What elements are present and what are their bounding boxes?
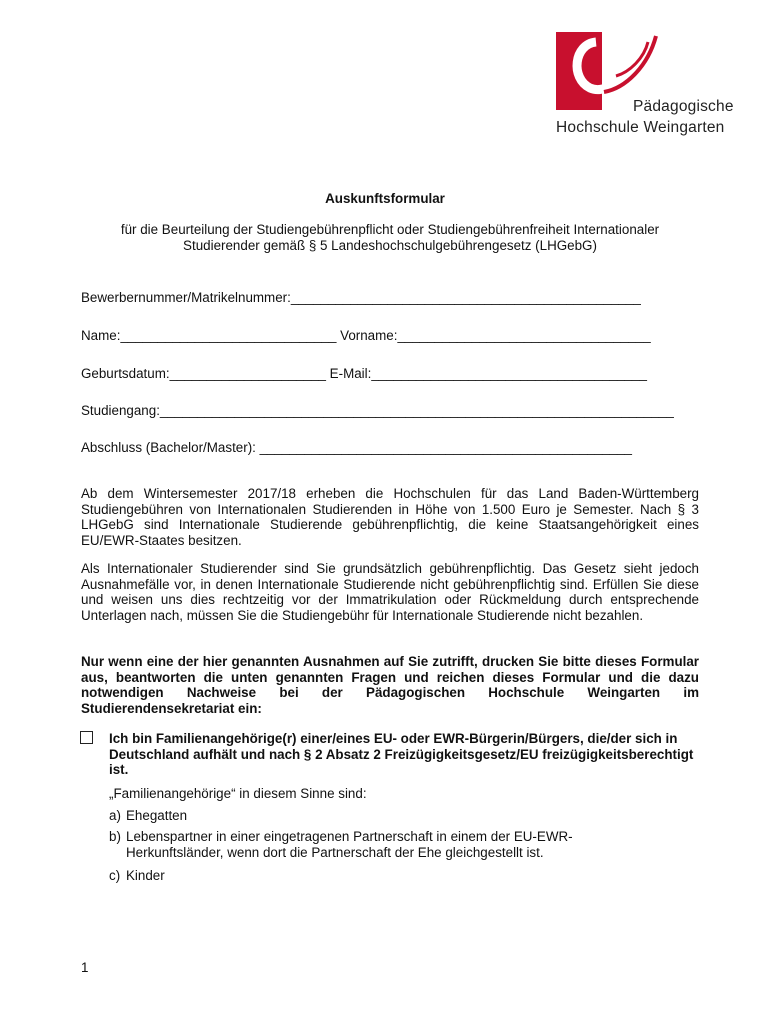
field-bewerbernummer[interactable]: Bewerbernummer/Matrikelnummer:_______________________________________________: [81, 290, 641, 305]
field-abschluss[interactable]: Abschluss (Bachelor/Master): __________________________________________________: [81, 440, 632, 455]
list-item-letter: c): [109, 868, 121, 883]
university-logo: [556, 32, 736, 140]
field-studiengang[interactable]: Studiengang:_____________________________________________________________________: [81, 403, 674, 418]
page-number: 1: [81, 960, 89, 975]
paragraph-instructions: Nur wenn eine der hier genannten Ausnahmen auf Sie zutrifft, drucken Sie bitte dieses Formular aus, beantworten die unten genannten Fragen und reichen dieses Formular und die dazu notwendigen Nachweise bei der Pädagogischen Hochschule Weingarten im Studierendensekretariat ein:: [81, 654, 699, 716]
list-item-letter: b): [109, 829, 121, 844]
logo-text-line2: Hochschule Weingarten: [556, 119, 725, 136]
paragraph-exceptions: Als Internationaler Studierender sind Sie grundsätzlich gebührenpflichtig. Das Gesetz sieht jedoch Ausnahmefälle vor, in denen Internationale Studierende nicht gebührenpflichtig sind. Erfüllen Sie diese und weisen uns dies rechtzeitig vor der Immatrikulation oder Rückmeldung durch entsprechende Unterlagen nach, müssen Sie die Studiengebühr für Internationale Studierende nicht bezahlen.: [81, 561, 699, 623]
logo-text-line1: Pädagogische: [633, 98, 734, 115]
field-geburtsdatum-email[interactable]: Geburtsdatum:_____________________ E-Mail:_____________________________________: [81, 366, 647, 381]
form-title: Auskunftsformular: [325, 191, 445, 206]
list-item-text: Lebenspartner in einer eingetragenen Partnerschaft in einem der EU-EWR-Herkunftsländer, wenn dort die Partnerschaft der Ehe gleichgestellt ist.: [126, 829, 573, 860]
family-member-checkbox[interactable]: [80, 731, 93, 744]
list-item: [109, 829, 669, 860]
list-item-letter: a): [109, 808, 121, 823]
list-item: [109, 868, 669, 884]
paragraph-intro: Ab dem Wintersemester 2017/18 erheben die Hochschulen für das Land Baden-Württemberg Studiengebühren von Internationalen Studierenden in Höhe von 1.500 Euro je Semester. Nach § 3 LHGebG sind Internationale Studierende gebührenpflichtig, die keine Staatsangehörigkeit eines EU/EWR-Staates besitzen.: [81, 486, 699, 548]
list-item-text: Ehegatten: [126, 808, 188, 823]
list-item: [109, 808, 669, 824]
field-name-vorname[interactable]: Name:_____________________________ Vorname:__________________________________: [81, 328, 651, 343]
list-item-text: Kinder: [126, 868, 165, 883]
definition-text: „Familienangehörige“ in diesem Sinne sind:: [109, 786, 367, 801]
family-member-checkbox-label: Ich bin Familienangehörige(r) einer/eines EU- oder EWR-Bürgerin/Bürgers, die/der sich in Deutschland aufhält und nach § 2 Absatz 2 Freizügigkeitsgesetz/EU freizügigkeitsberechtigt ist.: [109, 731, 694, 778]
form-subtitle: für die Beurteilung der Studiengebührenpflicht oder Studiengebührenfreiheit Internationaler Studierender gemäß § 5 Landeshochschulgebührengesetz (LHGebG): [120, 222, 660, 253]
